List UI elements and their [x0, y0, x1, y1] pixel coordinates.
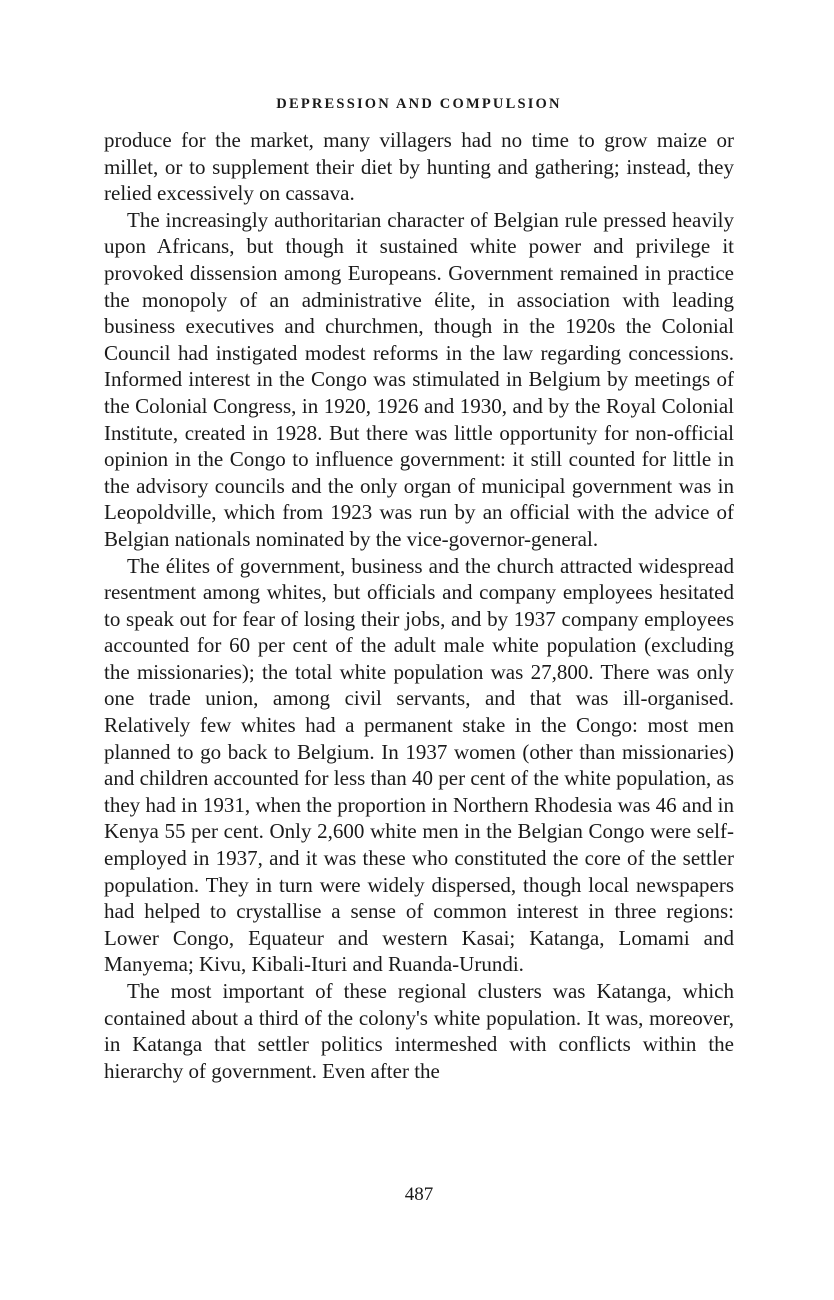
paragraph: The increasingly authoritarian character of Belgian rule pressed heavily upon Africans, but though it sustained white power and privilege it provoked dissension among Europeans. Government remained in practice the monopoly of an administrative élite, in association with leading business executives and churchmen, though in the 1920s the Colonial Council had instigated modest reforms in the law regarding concessions. Informed interest in the Congo was stimulated in Belgium by meetings of the Colonial Congress, in 1920, 1926 and 1930, and by the Royal Colonial Institute, created in 1928. But there was little opportunity for non-official opinion in the Congo to influence government: it still counted for little in the advisory councils and the only organ of municipal government was in Leopoldville, which from 1923 was run by an official with the advice of Belgian nationals nominated by the vice-governor-general.: [104, 207, 734, 551]
paragraph: The most important of these regional clusters was Katanga, which contained about a third of the colony's white population. It was, moreover, in Katanga that settler politics intermeshed with conflicts within the hierarchy of government. Even after the: [104, 979, 734, 1083]
body-text: [104, 127, 734, 1084]
paragraph-continued: produce for the market, many villagers had no time to grow maize or millet, or to supplement their diet by hunting and gathering; instead, they relied excessively on cassava.: [104, 128, 734, 206]
running-header: DEPRESSION AND COMPULSION: [276, 96, 562, 112]
page-number: 487: [404, 1184, 434, 1205]
paragraph: The élites of government, business and the church attracted widespread resentment among whites, but officials and company employees hesitated to speak out for fear of losing their jobs, and by 1937 company employees accounted for 60 per cent of the adult male white population (excluding the missionaries); the total white population was 27,800. There was only one trade union, among civil servants, and that was ill-organised. Relatively few whites had a permanent stake in the Congo: most men planned to go back to Belgium. In 1937 women (other than missionaries) and children accounted for less than 40 per cent of the white population, as they had in 1931, when the proportion in Northern Rhodesia was 46 and in Kenya 55 per cent. Only 2,600 white men in the Belgian Congo were self-employed in 1937, and it was these who constituted the core of the settler population. They in turn were widely dispersed, though local newspapers had helped to crystallise a sense of common interest in three regions: Lower Congo, Equateur and western Kasai; Katanga, Lomami and Manyema; Kivu, Kibali-Ituri and Ruanda-Urundi.: [104, 553, 734, 977]
